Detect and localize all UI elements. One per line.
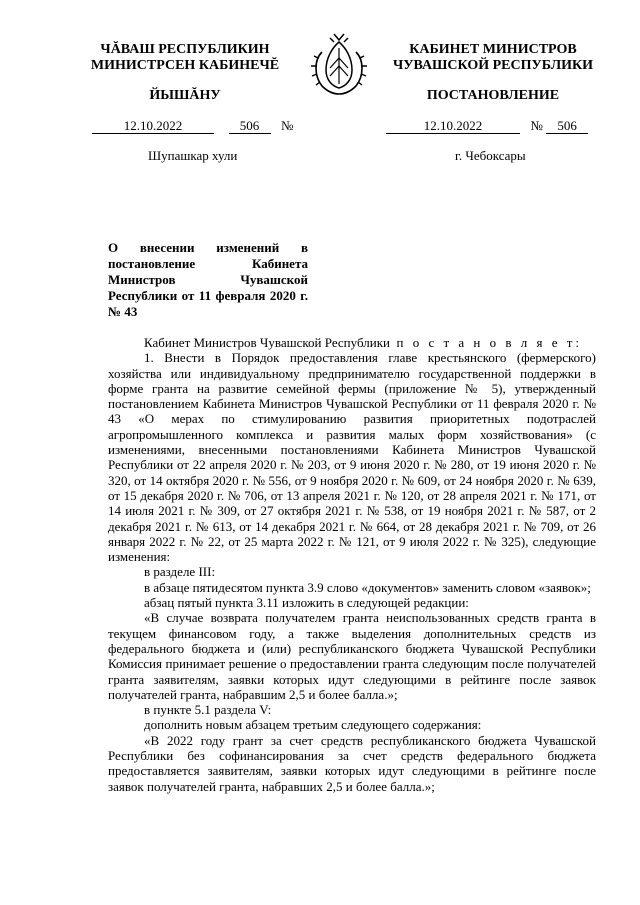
number-sign-left: №	[281, 118, 294, 133]
document-subject: О внесении изменений в постановление Кабинета Министров Чувашской Республики от 11 февраля 2020 г. № 43	[108, 240, 308, 319]
city-right: г. Чебоксары	[455, 148, 526, 163]
intro-decree-word: п о с т а н о в л я е т:	[396, 335, 583, 350]
number-right: 506	[546, 119, 588, 134]
date-left: 12.10.2022	[92, 119, 214, 134]
header-right	[378, 42, 608, 74]
number-left: 506	[229, 119, 271, 134]
body-paragraph: «В случае возврата получателем гранта неиспользованных средств гранта в текущем финансовом году, а также выделения дополнительных средств из федерального бюджета и (или) республиканского бюджета Чувашской Республики Комиссия принимает решение о предоставлении гранта следующим после получателей гранта заявителям, заявки которых идут следующими в рейтинге после заявок получателей гранта, набравшим 2,5 и более балла.»;	[108, 610, 596, 702]
doc-type-left: ЙЫШĂНУ	[149, 88, 221, 103]
body-paragraph: в разделе III:	[144, 564, 216, 580]
date-right: 12.10.2022	[386, 119, 520, 134]
date-number-left	[92, 118, 293, 134]
body-paragraph: «В 2022 году грант за счет средств республиканского бюджета Чувашской Республики без софинансирования за счет средств федерального бюджета предоставляется заявителям, заявки которых идут следующими в рейтинге после заявок получателей гранта, набравших 2,5 и более балла.»;	[108, 732, 596, 794]
body-paragraph: в абзаце пятидесятом пункта 3.9 слово «документов» заменить словом «заявок»;	[144, 579, 591, 595]
body-paragraph: абзац пятый пункта 3.11 изложить в следующей редакции:	[144, 595, 469, 611]
coat-of-arms-emblem-icon	[304, 28, 374, 98]
intro-paragraph	[108, 335, 596, 350]
date-number-right	[386, 118, 588, 134]
header-right-line2: ЧУВАШСКОЙ РЕСПУБЛИКИ	[392, 58, 594, 73]
header-left-line2: МИНИСТРСЕН КАБИНЕЧĔ	[90, 58, 280, 73]
body-paragraph: 1. Внести в Порядок предоставления главе крестьянского (фермерского) хозяйства или индивидуальному предпринимателю государственной поддержки в форме гранта на развитие семейной фермы (приложение № 5), утвержденный постановлением Кабинета Министров Чувашской Республики от 11 февраля 2020 г. № 43 «О мерах по стимулированию развития приоритетных подотраслей агропромышленного комплекса и развития малых форм хозяйствования» (с изменениями, внесенными постановлениями Кабинета Министров Чувашской Республики от 22 апреля 2020 г. № 203, от 9 июня 2020 г. № 280, от 19 июня 2020 г. № 320, от 14 октября 2020 г. № 556, от 9 ноября 2020 г. № 609, от 24 ноября 2020 г. № 639, от 15 декабря 2020 г. № 706, от 13 апреля 2021 г. № 120, от 28 апреля 2021 г. № 171, от 14 июля 2021 г. № 309, от 27 октября 2021 г. № 538, от 19 ноября 2021 г. № 587, от 2 декабря 2021 г. № 613, от 14 декабря 2021 г. № 664, от 28 декабря 2021 г. № 709, от 26 января 2022 г. № 22, от 25 марта 2022 г. № 121, от 9 июля 2022 г. № 325), следующие изменения:	[108, 350, 596, 565]
header-left-line1: ЧĂВАШ РЕСПУБЛИКИН	[100, 42, 270, 57]
body-paragraph: дополнить новым абзацем третьим следующего содержания:	[144, 717, 482, 733]
header-right-line1: КАБИНЕТ МИНИСТРОВ	[409, 42, 577, 57]
intro-text: Кабинет Министров Чувашской Республики	[144, 335, 390, 350]
city-left: Шупашкар хули	[148, 148, 238, 163]
number-sign-right: №	[530, 118, 543, 133]
document-body	[108, 335, 596, 794]
body-paragraph: в пункте 5.1 раздела V:	[144, 702, 272, 718]
doc-type-right: ПОСТАНОВЛЕНИЕ	[426, 88, 560, 103]
header-left	[70, 42, 300, 74]
